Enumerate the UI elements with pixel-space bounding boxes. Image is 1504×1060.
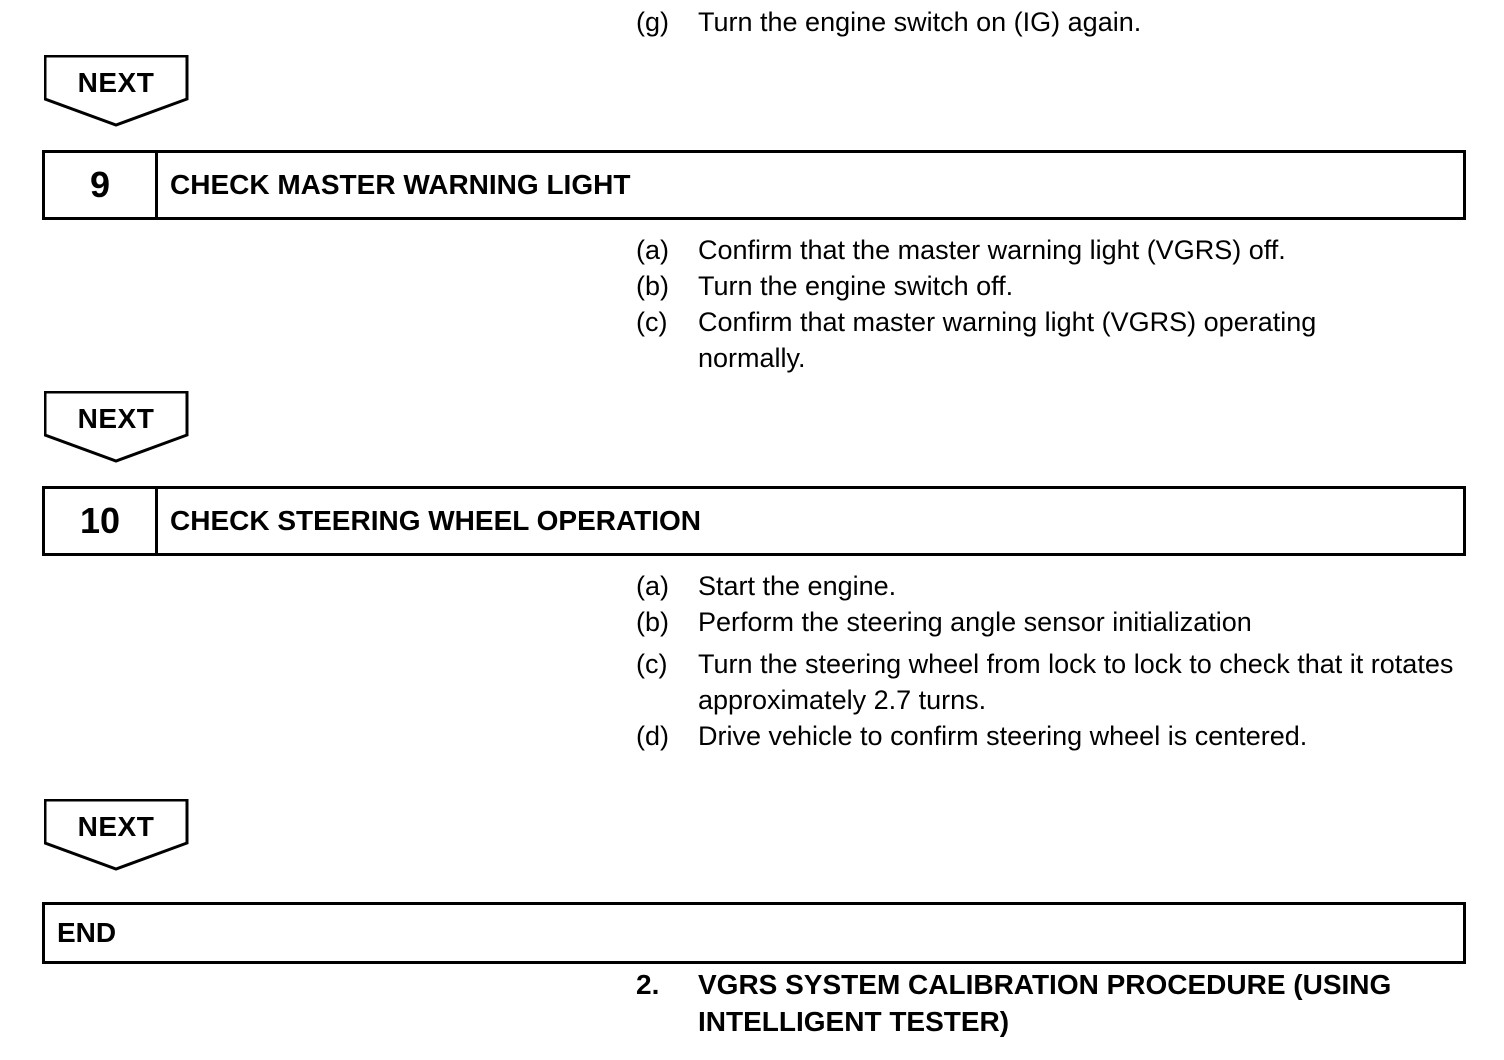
item-label: (b) <box>636 271 669 301</box>
next-label: NEXT <box>77 403 155 434</box>
procedure-item <box>636 304 1416 376</box>
item-label: (a) <box>636 571 669 601</box>
end-label: END <box>57 917 117 948</box>
section-heading <box>636 966 1466 1040</box>
item-text: Perform the steering angle sensor initialization <box>698 607 1252 637</box>
procedure-item <box>636 4 1466 40</box>
item-text: Drive vehicle to confirm steering wheel is centered. <box>698 721 1308 751</box>
item-text: Confirm that the master warning light (VGRS) off. <box>698 235 1286 265</box>
step-header-9 <box>42 150 1466 220</box>
procedure-item <box>636 268 1466 304</box>
step-number: 9 <box>45 153 158 217</box>
section-number: 2. <box>636 969 660 1000</box>
item-label: (c) <box>636 307 668 337</box>
item-label: (c) <box>636 649 668 679</box>
procedure-item <box>636 232 1466 268</box>
item-text: Turn the engine switch off. <box>698 271 1014 301</box>
step-title: CHECK MASTER WARNING LIGHT <box>170 169 631 200</box>
next-arrow <box>44 55 188 127</box>
procedure-item <box>636 568 1466 604</box>
step-header-10 <box>42 486 1466 556</box>
section-title: VGRS SYSTEM CALIBRATION PROCEDURE (USING INTELLIGENT TESTER) <box>698 969 1392 1037</box>
item-text: Confirm that master warning light (VGRS) operating normally. <box>698 307 1317 373</box>
item-text: Turn the engine switch on (IG) again. <box>698 7 1142 37</box>
next-label: NEXT <box>77 67 155 98</box>
next-label: NEXT <box>77 811 155 842</box>
end-box <box>42 902 1466 964</box>
step-title: CHECK STEERING WHEEL OPERATION <box>170 505 702 536</box>
item-label: (g) <box>636 7 669 37</box>
item-text: Start the engine. <box>698 571 897 601</box>
item-label: (d) <box>636 721 669 751</box>
procedure-item <box>636 604 1466 640</box>
item-text: Turn the steering wheel from lock to lock to check that it rotates approximately 2.7 turns. <box>698 649 1454 715</box>
next-arrow <box>44 799 188 871</box>
procedure-item <box>636 646 1466 718</box>
procedure-item <box>636 718 1466 754</box>
item-label: (a) <box>636 235 669 265</box>
next-arrow <box>44 391 188 463</box>
step-number: 10 <box>45 489 158 553</box>
item-label: (b) <box>636 607 669 637</box>
